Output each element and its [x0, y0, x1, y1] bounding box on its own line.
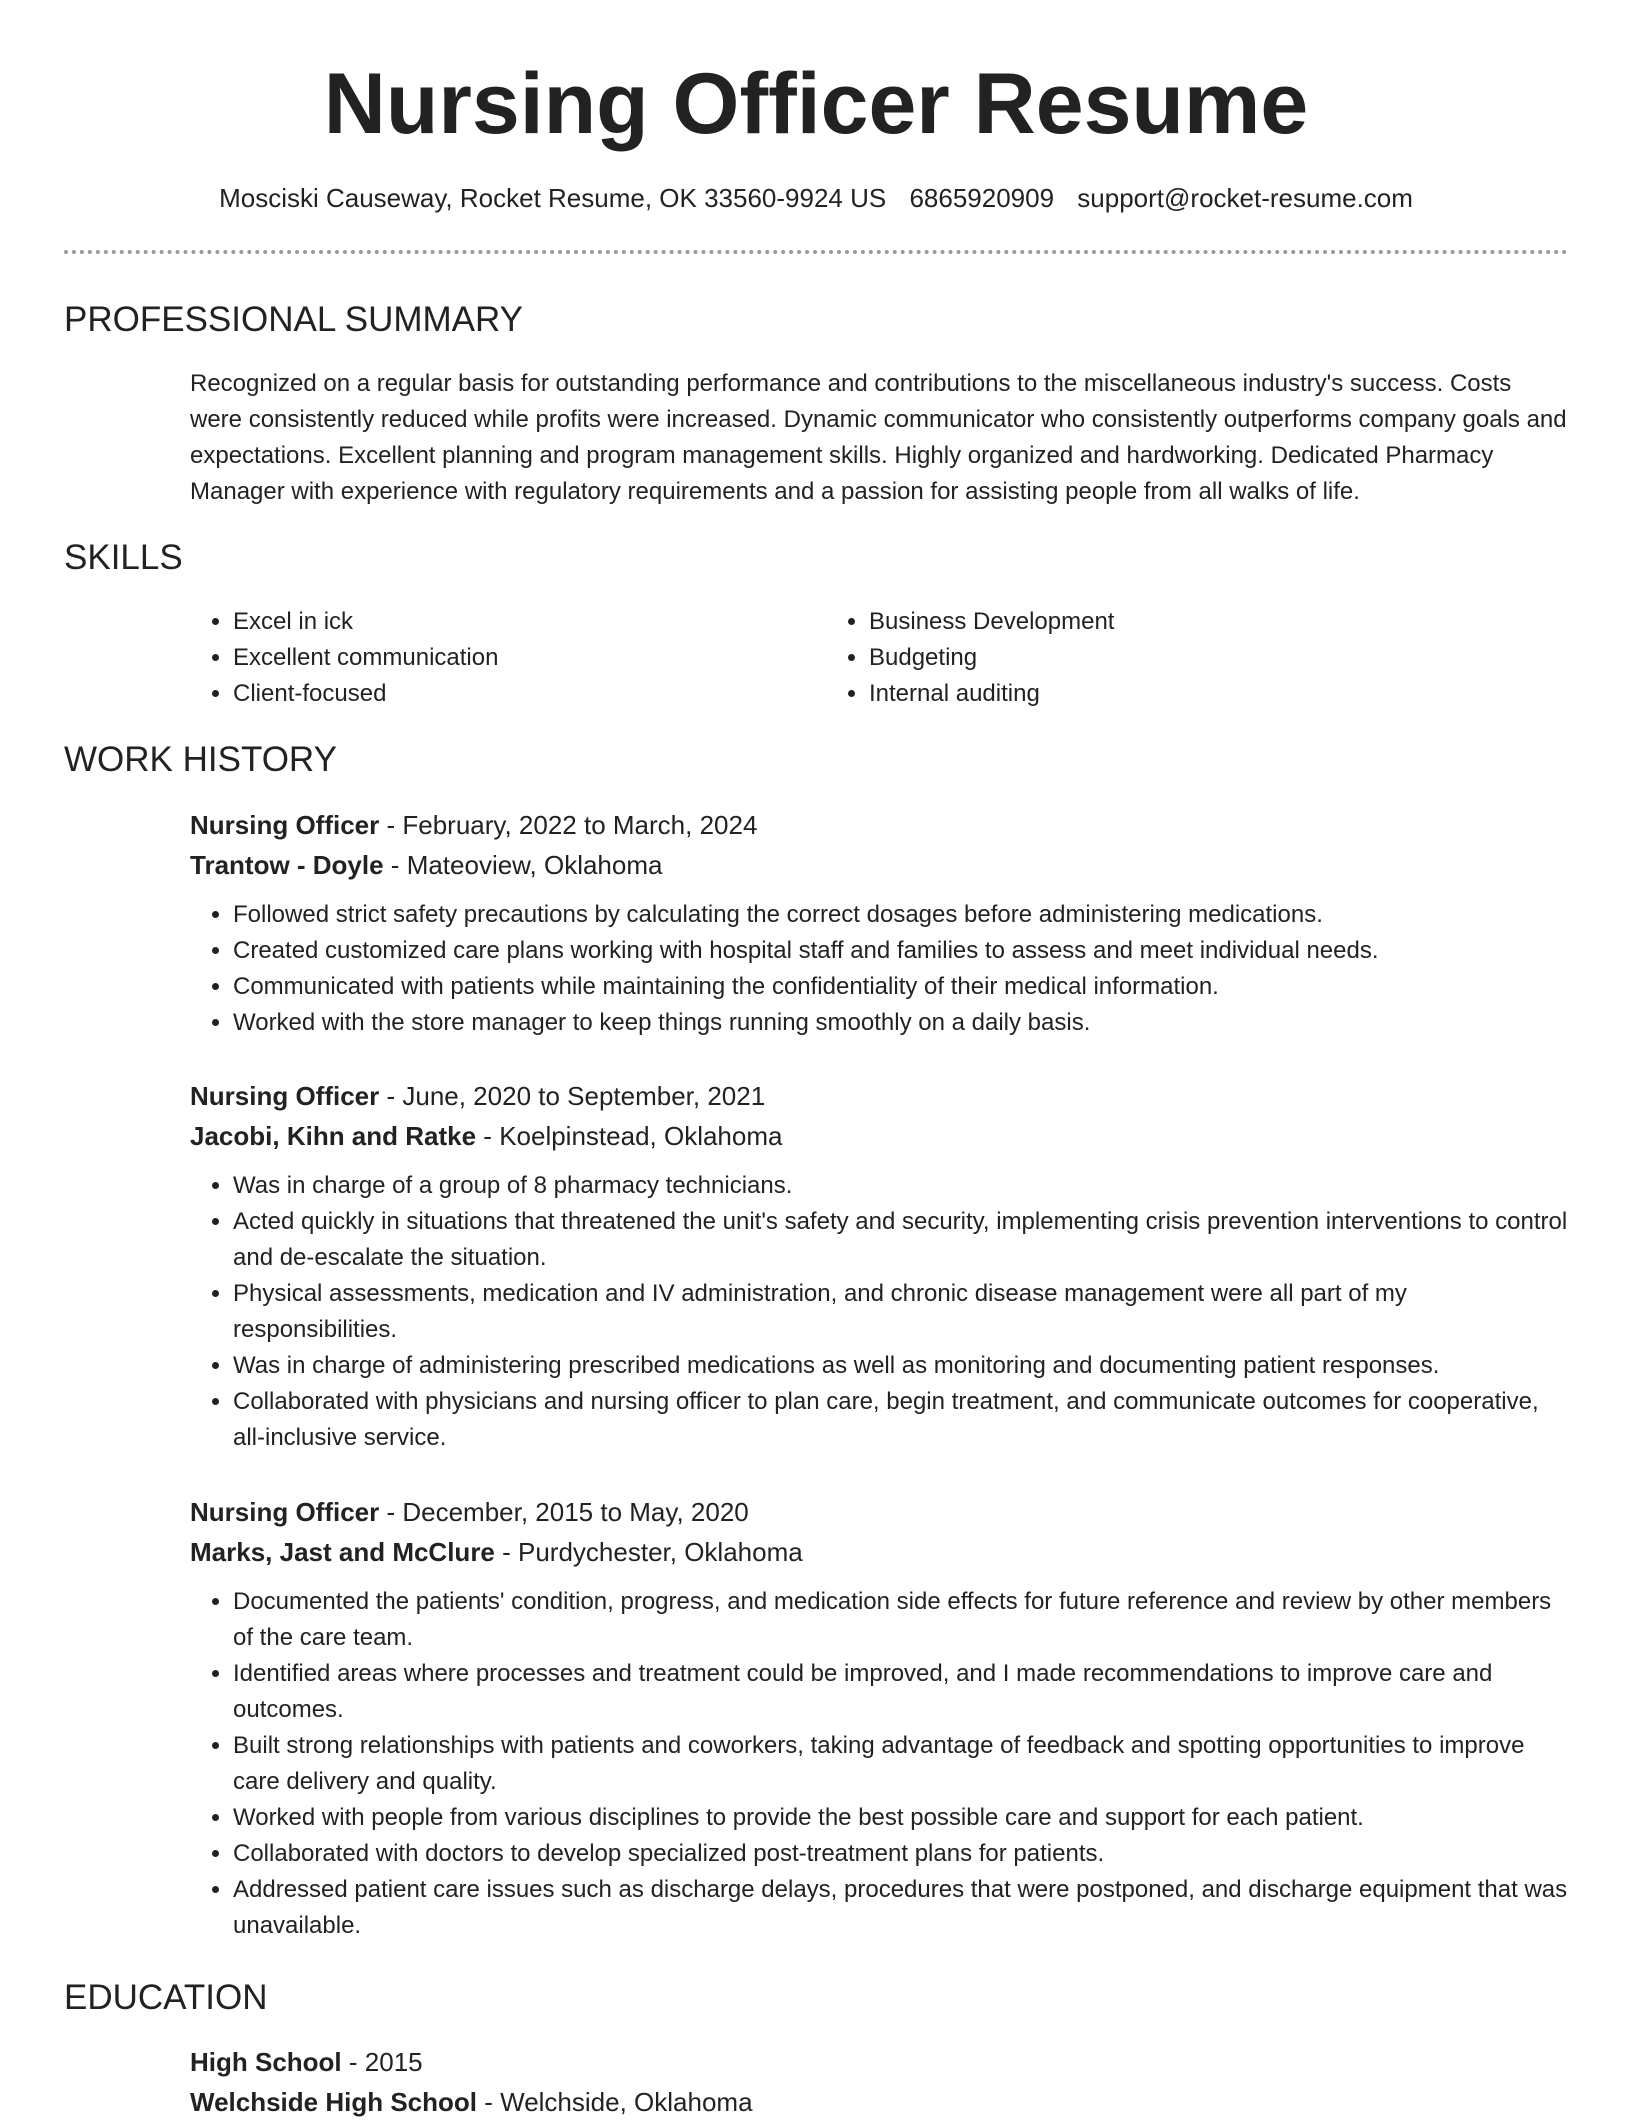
- job-company: Marks, Jast and McClure: [190, 1537, 495, 1567]
- job-dates: June, 2020 to September, 2021: [402, 1081, 766, 1111]
- job-dates: December, 2015 to May, 2020: [402, 1497, 749, 1527]
- education-school: Welchside High School: [190, 2087, 478, 2117]
- job-entry: [190, 805, 1568, 1041]
- resume-title: Nursing Officer Resume: [323, 56, 1309, 152]
- summary-text: Recognized on a regular basis for outstanding performance and contributions to the miscellaneous industry's success. Costs were consistently reduced while profits were increased. Dynamic communicator who consistently outperforms company goals and expectations. Excellent planning and program management skills. Highly organized and hardworking. Dedicated Pharmacy Manager with experience with regulatory requirements and a passion for assisting people from all walks of life.: [190, 370, 1567, 505]
- skills-column-left: [190, 604, 826, 712]
- skills-list: [190, 604, 1568, 712]
- skill-item: • Budgeting: [869, 640, 1426, 676]
- job-company-line: Jacobi, Kihn and Ratke - Koelpinstead, Oklahoma: [190, 1121, 783, 1151]
- job-location: Koelpinstead, Oklahoma: [499, 1121, 783, 1151]
- skill-item: • Excel in ick: [233, 604, 826, 640]
- job-bullet: • Addressed patient care issues such as discharge delays, procedures that were postponed, and discharge equipment that was unavailable.: [233, 1872, 1568, 1944]
- job-entry: [190, 1076, 1568, 1456]
- job-bullet: • Collaborated with doctors to develop specialized post-treatment plans for patients.: [233, 1836, 1568, 1872]
- skill-item: • Business Development: [869, 604, 1426, 640]
- job-title-line: Nursing Officer - February, 2022 to March, 2024: [190, 810, 758, 840]
- job-bullet: • Created customized care plans working with hospital staff and families to assess and meet individual needs.: [233, 933, 1568, 969]
- job-title-line: Nursing Officer - June, 2020 to September, 2021: [190, 1081, 766, 1111]
- section-title-summary: PROFESSIONAL SUMMARY: [64, 300, 523, 339]
- job-company-line: Marks, Jast and McClure - Purdychester, Oklahoma: [190, 1537, 803, 1567]
- section-title-skills: SKILLS: [64, 538, 183, 577]
- education-degree: High School: [190, 2047, 342, 2077]
- skill-item: • Excellent communication: [233, 640, 826, 676]
- section-title-education: EDUCATION: [64, 1978, 268, 2017]
- job-bullet: • Communicated with patients while maintaining the confidentiality of their medical information.: [233, 969, 1568, 1005]
- header-divider: [64, 250, 1568, 254]
- job-company: Jacobi, Kihn and Ratke: [190, 1121, 477, 1151]
- job-entry: [190, 1492, 1568, 1944]
- contact-email: support@rocket-resume.com: [1077, 183, 1413, 213]
- education-entry: [190, 2042, 1568, 2122]
- job-company-line: Trantow - Doyle - Mateoview, Oklahoma: [190, 850, 663, 880]
- contact-phone: 6865920909: [909, 183, 1055, 213]
- education-year: 2015: [364, 2047, 423, 2077]
- education-location: Welchside, Oklahoma: [500, 2087, 753, 2117]
- contact-address: Mosciski Causeway, Rocket Resume, OK 33560-9924 US: [219, 183, 887, 213]
- skill-item: • Client-focused: [233, 676, 826, 712]
- job-bullet: • Worked with people from various disciplines to provide the best possible care and support for each patient.: [233, 1800, 1568, 1836]
- job-bullets: [190, 897, 1568, 1041]
- job-bullet: • Physical assessments, medication and IV administration, and chronic disease management were all part of my responsibilities.: [233, 1276, 1568, 1348]
- job-bullets: [190, 1168, 1568, 1456]
- job-company: Trantow - Doyle: [190, 850, 384, 880]
- job-dates: February, 2022 to March, 2024: [402, 810, 758, 840]
- job-bullet: • Followed strict safety precautions by calculating the correct dosages before administering medications.: [233, 897, 1568, 933]
- job-bullet: • Was in charge of administering prescribed medications as well as monitoring and documenting patient responses.: [233, 1348, 1568, 1384]
- job-bullet: • Collaborated with physicians and nursing officer to plan care, begin treatment, and communicate outcomes for cooperative, all-inclusive service.: [233, 1384, 1568, 1456]
- job-bullet: • Built strong relationships with patients and coworkers, taking advantage of feedback and spotting opportunities to improve care delivery and quality.: [233, 1728, 1568, 1800]
- skill-item: • Internal auditing: [869, 676, 1426, 712]
- section-title-work-history: WORK HISTORY: [64, 740, 337, 779]
- job-location: Purdychester, Oklahoma: [518, 1537, 803, 1567]
- job-role: Nursing Officer: [190, 1497, 380, 1527]
- job-role: Nursing Officer: [190, 1081, 380, 1111]
- job-role: Nursing Officer: [190, 810, 380, 840]
- job-bullets: [190, 1584, 1568, 1944]
- education-school-line: Welchside High School - Welchside, Oklahoma: [190, 2087, 753, 2117]
- job-bullet: • Identified areas where processes and treatment could be improved, and I made recommendations to improve care and outcomes.: [233, 1656, 1568, 1728]
- job-location: Mateoview, Oklahoma: [406, 850, 663, 880]
- contact-line: [0, 180, 1632, 216]
- job-bullet: • Was in charge of a group of 8 pharmacy technicians.: [233, 1168, 1568, 1204]
- job-bullet: • Documented the patients' condition, progress, and medication side effects for future reference and review by other members of the care team.: [233, 1584, 1568, 1656]
- job-bullet: • Worked with the store manager to keep things running smoothly on a daily basis.: [233, 1005, 1568, 1041]
- education-degree-line: High School - 2015: [190, 2047, 423, 2077]
- job-title-line: Nursing Officer - December, 2015 to May, 2020: [190, 1497, 749, 1527]
- skills-column-right: [826, 604, 1426, 712]
- job-bullet: • Acted quickly in situations that threatened the unit's safety and security, implementing crisis prevention interventions to control and de-escalate the situation.: [233, 1204, 1568, 1276]
